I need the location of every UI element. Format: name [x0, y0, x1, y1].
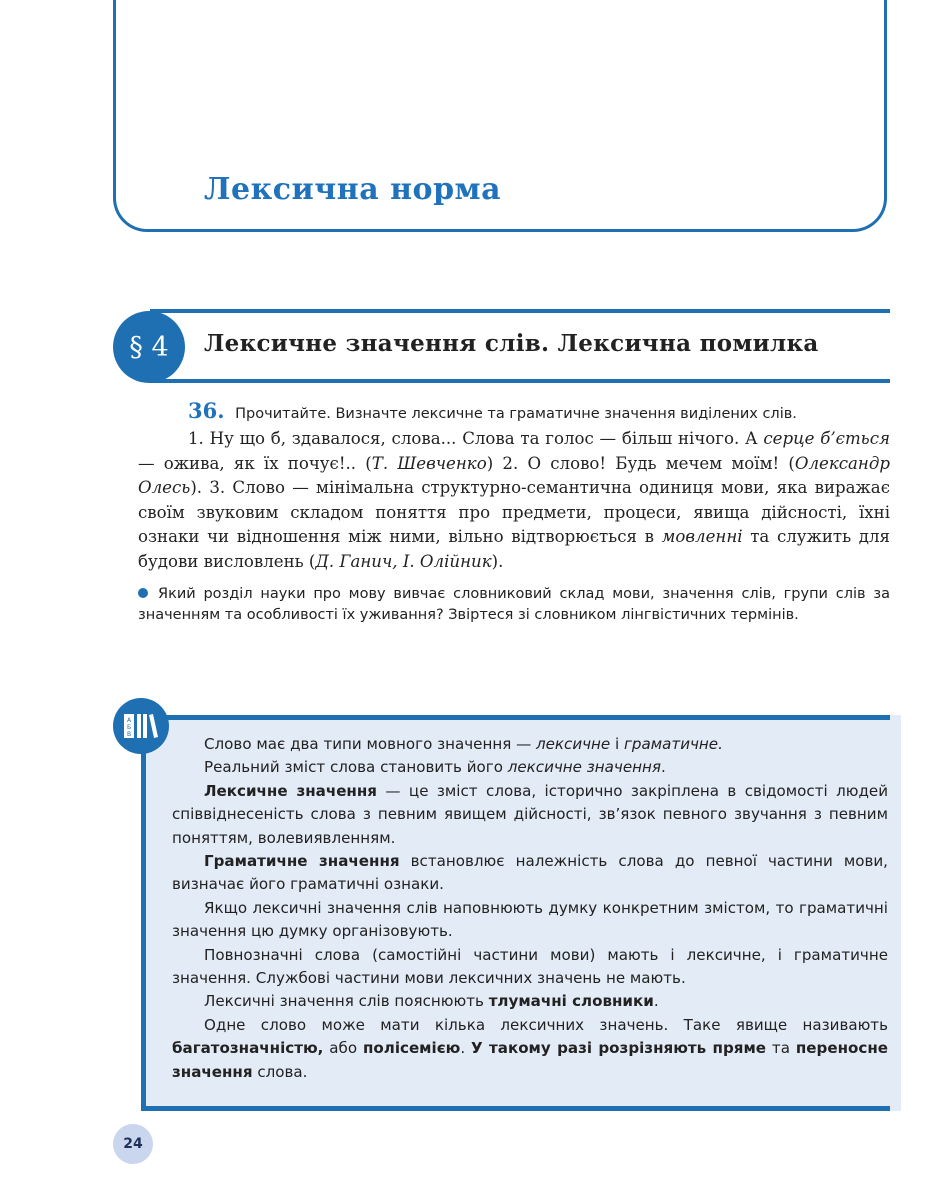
letter-a: А	[126, 717, 132, 724]
page-number: 24	[113, 1124, 153, 1164]
author-name: Д. Ганич, І. Олійник	[315, 551, 492, 571]
books-icon	[123, 711, 159, 741]
text-run: Реальний зміст слова становить його	[204, 758, 508, 777]
exercise-instruction: Прочитайте. Визначте лексичне та граматичне значення виділених слів.	[235, 406, 797, 422]
bold-term: Граматичне значення	[204, 852, 400, 871]
text-run: Якщо лексичні значення слів наповнюють думку конкретним змістом, то граматичні значення цю думку організовують.	[172, 898, 888, 941]
bold-term: переносне значення	[172, 1039, 888, 1081]
theory-rule-left	[141, 740, 146, 1111]
text-run: і	[610, 735, 624, 753]
exercise-number: 36.	[188, 398, 225, 423]
text-run: — ожива, як їх почує!.. (	[138, 453, 372, 473]
bold-term: У такому разі розрізняють пряме	[471, 1039, 767, 1058]
exercise-question	[138, 584, 890, 626]
bold-term: багатозначністю,	[172, 1039, 324, 1058]
section-badge: § 4	[113, 311, 185, 383]
text-run: Одне слово може мати кілька лексичних значень. Таке явище називають	[204, 1015, 888, 1034]
letter-b: Б	[126, 724, 132, 731]
text-run: ). 3. Слово — мінімальна структурно-семантична одиниця мови, яка виражає своїм звуковим складом поняття про предмети, процеси, явища дійсності, їхні ознаки чи відношення між ними, вільно відтворюється в	[138, 478, 890, 546]
text-run: або	[323, 1039, 363, 1058]
text-run: Повнозначні слова (самостійні частини мови) мають і лексичне, і граматичне значення. Службові частини мови лексичних значень не мають.	[172, 945, 888, 988]
bold-term: Лексичне значення	[204, 781, 377, 800]
theory-content	[172, 733, 888, 1084]
text-run: .	[653, 992, 659, 1011]
theory-paragraph	[172, 850, 888, 897]
text-run: ) 2. О слово! Будь мечем моїм! (	[486, 453, 795, 473]
text-run: та	[766, 1039, 796, 1058]
theory-paragraph	[172, 990, 888, 1013]
text-run: 1. Ну що б, здавалося, слова... Слова та голос — більш нічого. А	[188, 429, 764, 448]
text-run: .	[460, 1039, 472, 1058]
exercise-text	[138, 427, 890, 574]
text-run: слова.	[252, 1062, 308, 1081]
letter-v: В	[126, 731, 132, 738]
theory-paragraph	[172, 733, 888, 756]
exercise-header	[188, 398, 890, 423]
theory-paragraph	[172, 944, 888, 991]
theory-rule-bottom	[141, 1106, 890, 1111]
term: лексичне значення	[507, 758, 661, 777]
text-run: Лексичні значення слів пояснюють	[204, 992, 489, 1011]
highlighted-word: серце б’ється	[763, 429, 890, 448]
author-name: Т. Шевченко	[371, 453, 487, 473]
chapter-title: Лексична норма	[204, 172, 502, 207]
term: лексичне	[535, 735, 611, 753]
theory-paragraph	[172, 756, 888, 779]
exercise-36	[138, 398, 890, 626]
text-run: та служить для будови висловлень (	[138, 527, 890, 571]
text-run: встановлює належність слова до певної частини мови, визначає його граматичні ознаки.	[172, 852, 888, 894]
section-rule-bottom	[150, 379, 890, 383]
highlighted-word: мовленні	[661, 527, 743, 546]
text-run: — це зміст слова, історично закріплена в свідомості людей співвіднесеність слова з певним явищем дійсності, зв’язок певного звучання з певним поняттям, волевиявленням.	[172, 781, 888, 847]
bold-term: полісемією	[362, 1039, 461, 1058]
theory-rule-top	[150, 715, 890, 720]
text-run: ).	[491, 551, 504, 571]
question-text: Який розділ науки про мову вивчає словниковий склад мови, значення слів, групи слів за значенням та особливості їх уживання? Звіртеся зі словником лінгвістичних термінів.	[138, 586, 890, 623]
term: граматичне.	[624, 735, 723, 753]
text-run: Слово має два типи мовного значення —	[204, 735, 536, 753]
dictionary-books-icon	[113, 698, 169, 754]
section-rule-top	[150, 309, 890, 313]
text-run: .	[660, 758, 666, 777]
bold-term: тлумачні словники	[488, 992, 654, 1011]
author-name: Олександр Олесь	[138, 453, 890, 497]
theory-paragraph	[172, 897, 888, 944]
section-title: Лексичне значення слів. Лексична помилка	[204, 330, 819, 357]
theory-paragraph	[172, 780, 888, 850]
theory-paragraph	[172, 1014, 888, 1084]
bullet-icon	[138, 588, 148, 598]
